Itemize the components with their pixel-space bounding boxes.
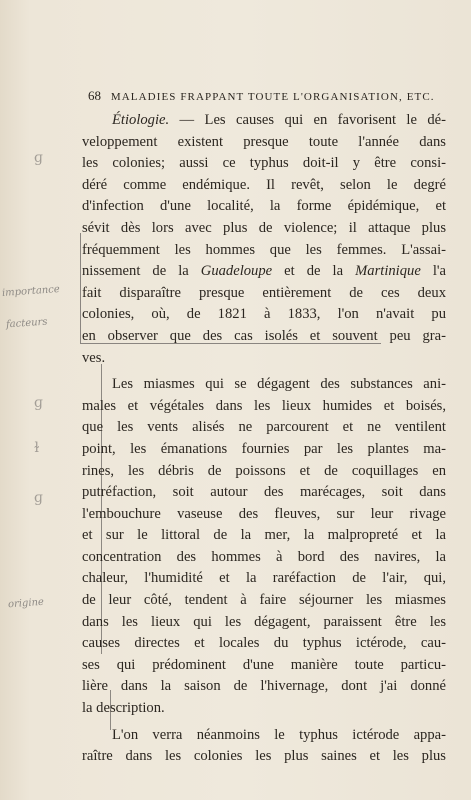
text-line: déré comme endémique. Il revêt, selon le degré (82, 176, 446, 193)
text-line: d'infection d'une localité, la forme épidémique, et (82, 198, 446, 215)
text-line: et sur le littoral de la mer, la malpropreté et la (82, 527, 446, 544)
text-line: dans les lieux qui les dégagent, paraissent être les (82, 613, 446, 630)
text-line: chaleur, l'humidité et la raréfaction de l'air, qui, (82, 570, 446, 587)
text-line: L'on verra néanmoins le typhus ictérode appa- (112, 726, 446, 743)
text-line: putréfaction, soit autour des marécages, soit dans (82, 484, 446, 501)
text-line: fréquemment les hommes que les femmes. L'assai- (82, 241, 446, 258)
text-line: point, les émanations fournies par les plantes ma- (82, 440, 446, 457)
text-line: veloppement existent presque toute l'année dans (82, 133, 446, 150)
text-line: Les miasmes qui se dégagent des substances ani- (112, 376, 446, 393)
text-line: Étiologie. — Les causes qui en favorisent le dé- (112, 112, 446, 128)
text-line: rines, les débris de poissons et de coquillages en (82, 462, 446, 479)
text-line: l'embouchure vaseuse des fleuves, sur leur rivage (82, 505, 446, 522)
text-line: fait disparaître presque entièrement de ces deux (82, 284, 446, 301)
running-title: MALADIES FRAPPANT TOUTE L'ORGANISATION, ETC. (110, 91, 435, 103)
text-line: sévit dès lors avec plus de violence; il attaque plus (82, 219, 446, 236)
text-line: de leur côté, tendent à faire séjourner les miasmes (82, 592, 446, 609)
margin-mark-1: ɡ (34, 150, 43, 166)
page-number: 68 (88, 88, 101, 103)
running-header (88, 88, 448, 104)
text-line: la description. (82, 700, 165, 717)
margin-note-1: importance (1, 283, 61, 300)
text-line: nissement de la Guadeloupe et de la Martinique l'a (82, 263, 446, 280)
text-line: ses qui prédominent d'une manière toute particu- (82, 656, 446, 673)
text-line: lière dans la saison de l'hivernage, dont j'ai donné (82, 678, 446, 695)
text-line: ves. (82, 349, 106, 366)
margin-note-2: facteurs (5, 316, 48, 331)
body-text (82, 110, 446, 768)
text-line: causes directes et locales du typhus ictérode, cau- (82, 635, 446, 652)
margin-note-3: origine (7, 596, 45, 611)
margin-mark-4: ɡ (34, 490, 43, 506)
text-line: en observer que des cas isolés et souvent peu gra- (82, 327, 446, 344)
margin-mark-3: ɫ (34, 440, 40, 456)
margin-mark-2: ɡ (34, 395, 43, 411)
text-line: males et végétales dans les lieux humides et boisés, (82, 397, 446, 414)
text-line: raître dans les colonies les plus saines et les plus (82, 748, 446, 765)
text-line: colonies, où, de 1821 à 1833, l'on n'avait pu (82, 306, 446, 323)
text-line: concentration des hommes à bord des navires, la (82, 548, 446, 565)
text-line: les colonies; aussi ce typhus doit-il y être consi- (82, 155, 446, 172)
text-line: que les vents alisés ne parcourent et ne ventilent (82, 419, 446, 436)
